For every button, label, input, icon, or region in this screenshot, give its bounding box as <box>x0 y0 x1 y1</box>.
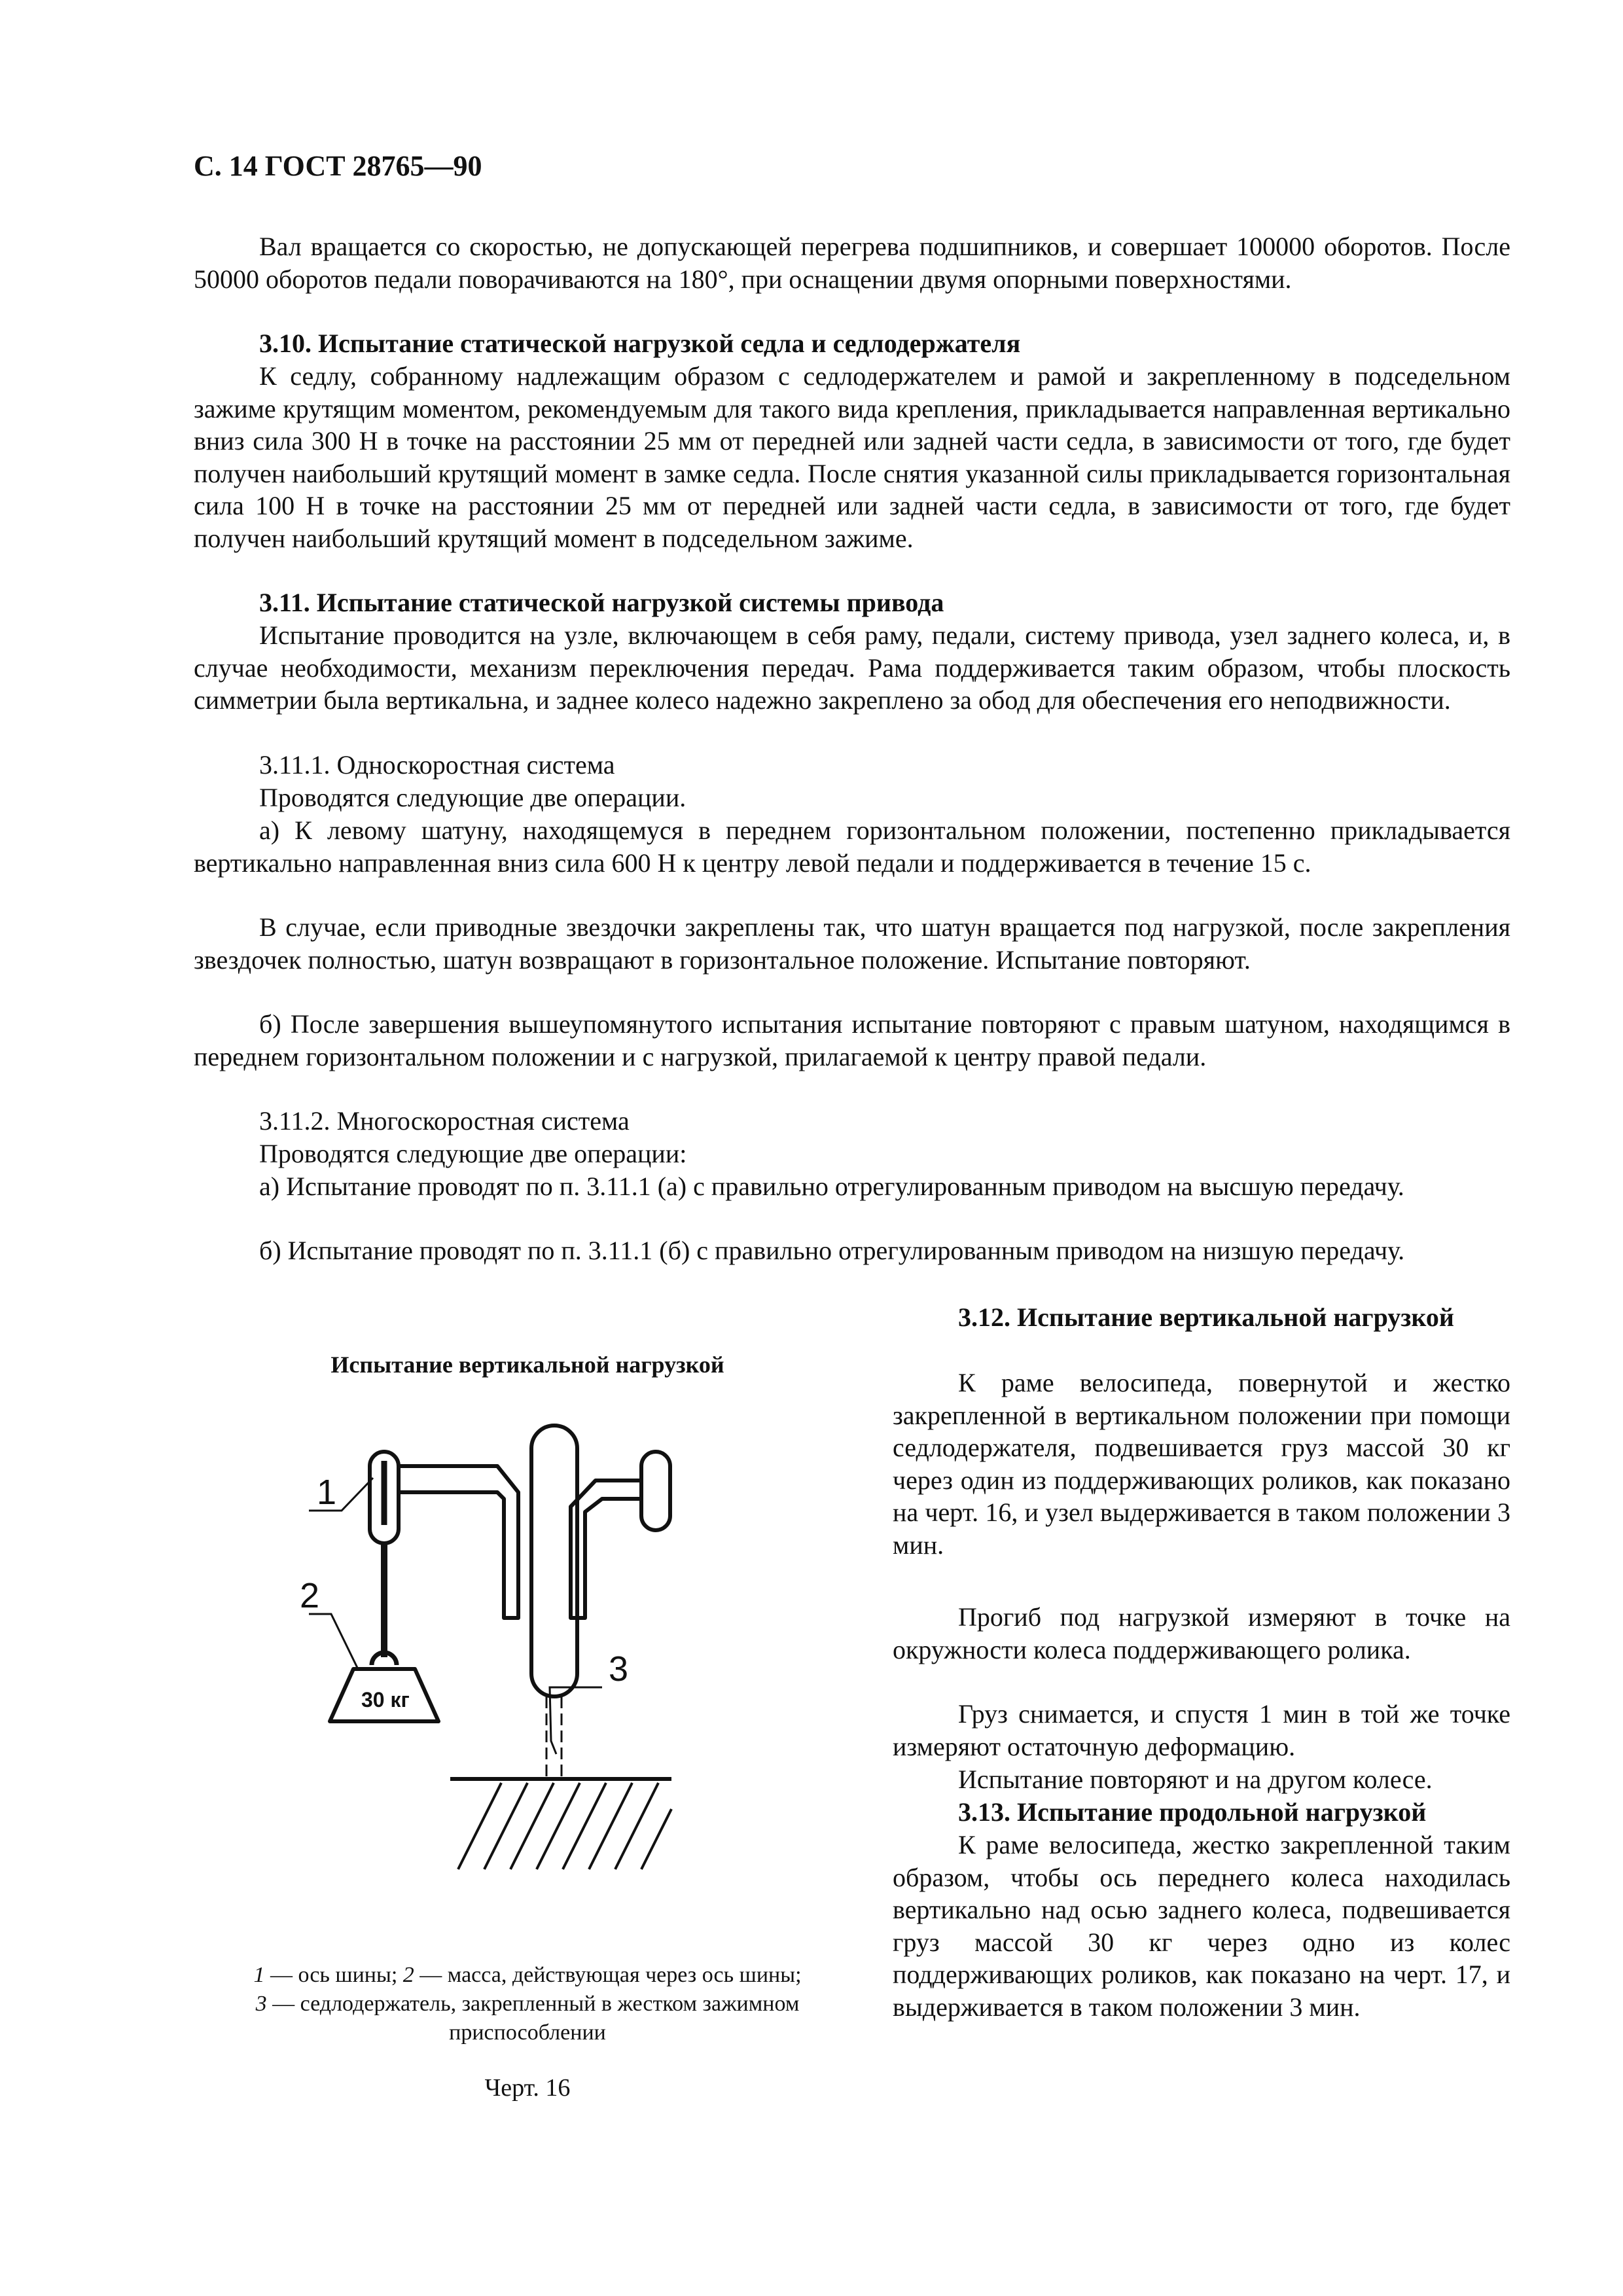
paragraph-3-12-residual: Груз снимается, и спустя 1 мин в той же точке измеряют остаточную деформацию. <box>893 1699 1510 1761</box>
paragraph-3-10-body: К седлу, собранному надлежащим образом с седлодержателем и рамой и закрепленному в подседельном зажиме крутящим моментом, рекомендуемым для такого вида крепления, прикладывается направленная вертикально вниз сила 300 Н в точке на расстоянии 25 мм от передней или задней части седла, в зависимости от того, где будет получен наибольший крутящий момент в замке седла. После снятия указанной силы прикладывается горизонтальная сила 100 Н в точке на расстоянии 25 мм от передней или задней части седла, в зависимости от того, где будет получен наибольший крутящий момент в подседельном зажиме. <box>194 361 1510 553</box>
section-3-12-heading: 3.12. Испытание вертикальной нагрузкой <box>958 1302 1454 1332</box>
paragraph-operations-2: Проводятся следующие две операции: <box>259 1139 687 1168</box>
paragraph-3-13-body: К раме велосипеда, жестко закрепленной таким образом, чтобы ось переднего колеса находилась вертикально над осью заднего колеса, подвешивается груз массой 30 кг через одно из колес поддерживающих роликов, как показано на черт. 17, и выдерживается в таком положении 3 мин. <box>893 1830 1510 2022</box>
vertical-load-test-diagram <box>288 1401 707 1911</box>
figure-number: Черт. 16 <box>484 2074 571 2102</box>
paragraph-3-11-1-note: В случае, если приводные звездочки закреплены так, что шатун вращается под нагрузкой, после закрепления звездочек полностью, шатун возвращают в горизонтальное положение. Испытание повторяют. <box>194 912 1510 975</box>
paragraph-3-12-deflection: Прогиб под нагрузкой измеряют в точке на окружности колеса поддерживающего ролика. <box>893 1602 1510 1664</box>
paragraph-3-11-2-b: б) Испытание проводят по п. 3.11.1 (б) с правильно отрегулированным приводом на низшую передачу. <box>259 1236 1405 1265</box>
section-3-13-heading: 3.13. Испытание продольной нагрузкой <box>958 1797 1427 1827</box>
paragraph-shaft-rotation: Вал вращается со скоростью, не допускающей перегрева подшипников, и совершает 100000 оборотов. После 50000 оборотов педали поворачиваются на 180°, при оснащении двумя опорными поверхностями. <box>194 232 1510 294</box>
right-roller <box>641 1452 670 1530</box>
ground-hatching <box>458 1783 671 1869</box>
label-2: 2 <box>300 1576 320 1615</box>
paragraph-3-11-1-a: а) К левому шатуну, находящемуся в переднем горизонтальном положении, постепенно прикладывается вертикально направленная вниз сила 600 Н к центру левой педали и поддерживается в течение 15 с. <box>194 816 1510 878</box>
paragraph-3-11-1-b: б) После завершения вышеупомянутого испытания испытание повторяют с правым шатуном, находящимся в переднем горизонтальном положении и с нагрузкой, прилагаемой к центру правой педали. <box>194 1009 1510 1071</box>
section-3-11-heading: 3.11. Испытание статической нагрузкой системы привода <box>259 588 944 617</box>
paragraph-3-11-body: Испытание проводится на узле, включающем в себя раму, педали, систему привода, узел заднего колеса, и, в случае необходимости, механизм переключения передач. Рама поддерживается таким образом, чтобы плоскость симметрии была вертикальна, и заднее колесо надежно закреплено за обод для обеспечения его неподвижности. <box>194 620 1510 715</box>
caption-text-3: — седлодержатель, закрепленный в жестком зажимном приспособлении <box>266 1992 800 2045</box>
left-support-arm <box>399 1466 518 1618</box>
caption-text-1: — ось шины; <box>264 1963 403 1987</box>
section-3-10-heading: 3.10. Испытание статической нагрузкой седла и седлодержателя <box>259 329 1021 358</box>
section-3-11-1-heading: 3.11.1. Односкоростная система <box>259 750 615 780</box>
figure-caption <box>194 1961 861 2047</box>
figure-title: Испытание вертикальной нагрузкой <box>330 1352 724 1378</box>
paragraph-3-12-body: К раме велосипеда, повернутой и жестко закрепленной в вертикальном положении при помощи седлодержателя, подвешивается груз массой 30 кг через один из поддерживающих роликов, как показано на черт. 16, и узел выдерживается в таком положении 3 мин. <box>893 1368 1510 1560</box>
section-3-11-2-heading: 3.11.2. Многоскоростная система <box>259 1106 630 1136</box>
page-header: С. 14 ГОСТ 28765—90 <box>194 150 482 182</box>
paragraph-3-11-2-a: а) Испытание проводят по п. 3.11.1 (а) с правильно отрегулированным приводом на высшую передачу. <box>259 1172 1404 1201</box>
caption-text-2: — масса, действующая через ось шины; <box>414 1963 802 1987</box>
label-3: 3 <box>609 1649 629 1689</box>
caption-num-1: 1 <box>253 1963 265 1987</box>
label-1: 1 <box>317 1473 337 1512</box>
caption-num-3: 3 <box>255 1992 267 2016</box>
paragraph-3-12-repeat: Испытание повторяют и на другом колесе. <box>958 1765 1433 1794</box>
paragraph-operations-1: Проводятся следующие две операции. <box>259 783 687 812</box>
weight-label: 30 кг <box>361 1688 410 1712</box>
right-support-arm <box>571 1480 641 1618</box>
caption-num-2: 2 <box>402 1963 414 1987</box>
